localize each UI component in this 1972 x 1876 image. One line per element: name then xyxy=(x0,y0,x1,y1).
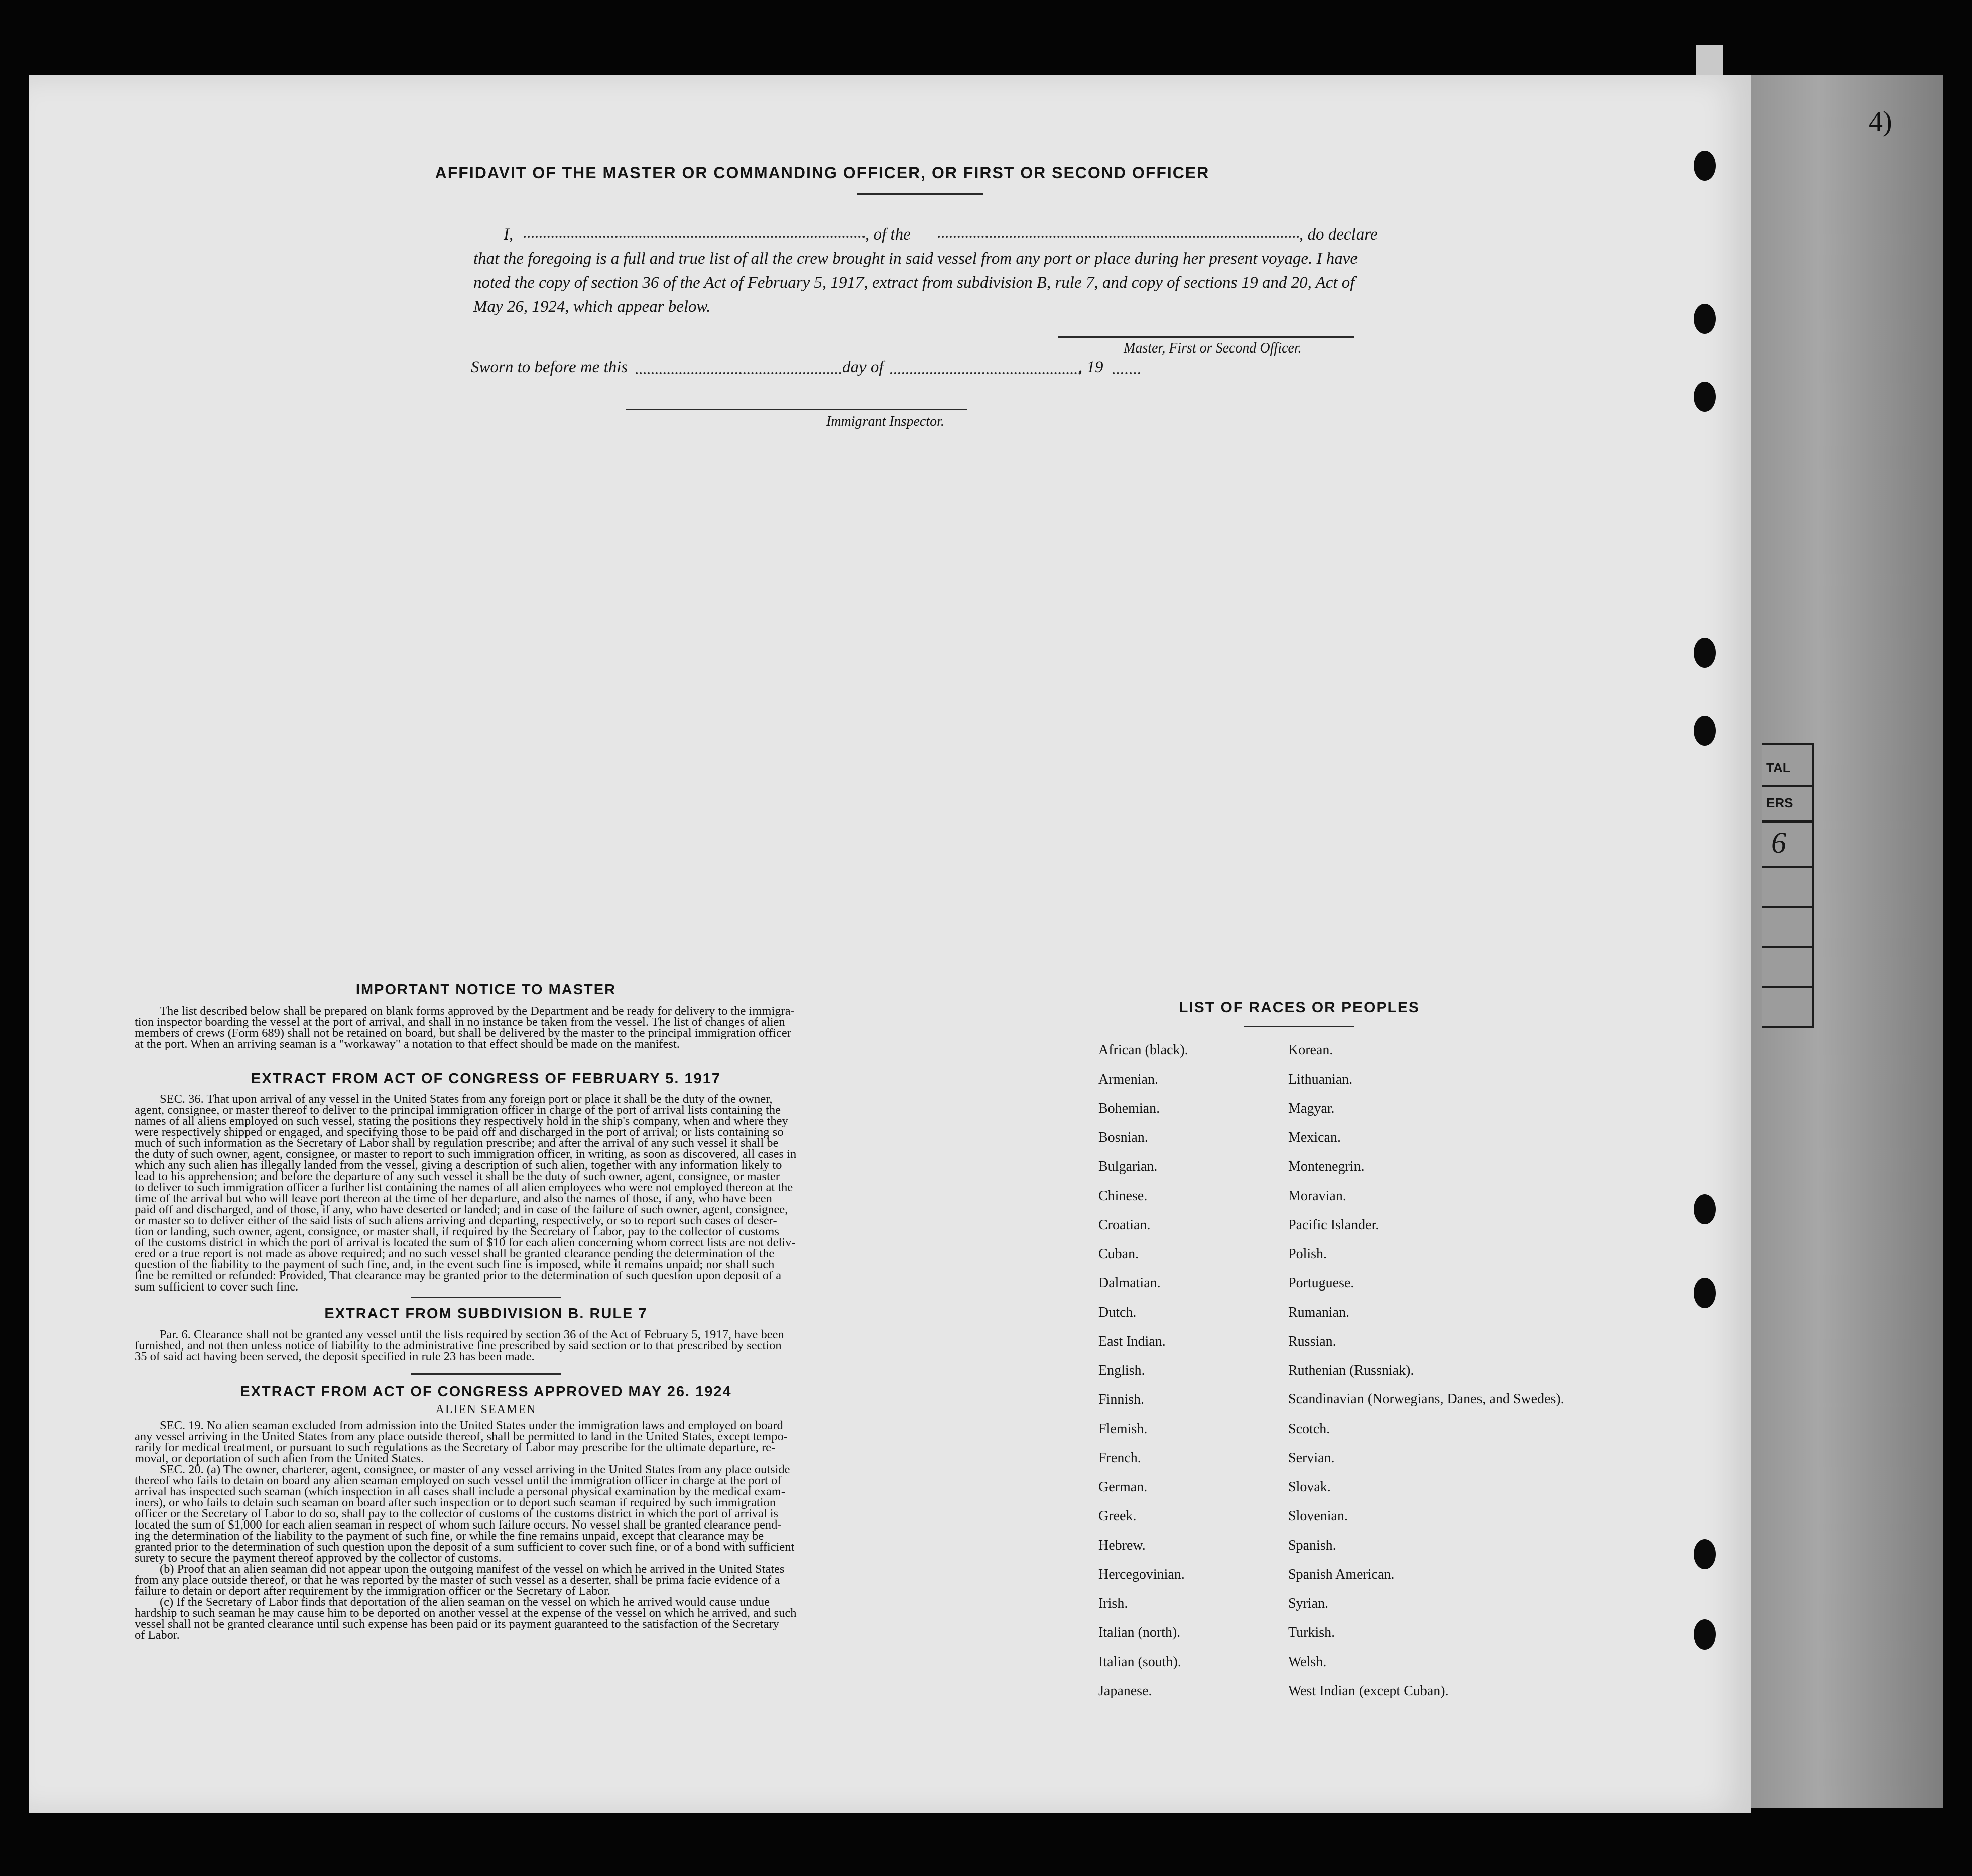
punch-hole xyxy=(1694,638,1716,668)
extract-1917-line: or master so to deliver either of the said lists of such aliens arriving and departing, respectively, or so to report such cases of deser- xyxy=(135,1214,777,1227)
extract-1917-line: fine be remitted or refunded: Provided, That clearance may be granted prior to the determination of such question upon deposit of a xyxy=(135,1269,782,1282)
extract-1924-line: vessel shall not be granted clearance until such expense has been paid or its payment guaranteed to the satisfaction of the Secretary xyxy=(135,1617,779,1631)
extract-1917-line: tion or landing, such owner, agent, consignee, or master shall, if required by the Secretary of Labor, pay to the collector of customs xyxy=(135,1225,779,1238)
vessel-line xyxy=(938,236,1299,238)
race-item: Pacific Islander. xyxy=(1288,1217,1379,1233)
subdivision-body xyxy=(135,1329,837,1362)
extract-1924-body xyxy=(135,1420,837,1641)
notice-line: at the port. When an arriving seaman is a "workaway" a notation to that effect should be made on the manifest. xyxy=(135,1037,680,1051)
extract-1917-line: much of such information as the Secretary of Labor shall by regulation prescribe; and after the arrival of any such vessel it shall be xyxy=(135,1136,779,1150)
race-item: Servian. xyxy=(1288,1450,1335,1466)
race-item: Bohemian. xyxy=(1098,1101,1160,1116)
races-title: LIST OF RACES OR PEOPLES xyxy=(1179,999,1420,1016)
extract-1917-title: EXTRACT FROM ACT OF CONGRESS OF FEBRUARY 5. 1917 xyxy=(251,1071,721,1087)
extract-1924-line: (b) Proof that an alien seaman did not appear upon the outgoing manifest of the vessel on which he arrived in the United States xyxy=(160,1562,785,1576)
race-item: Greek. xyxy=(1098,1508,1137,1524)
sworn-text: Sworn to before me this xyxy=(471,358,628,376)
race-item: Spanish American. xyxy=(1288,1567,1395,1582)
extract-1924-subtitle: ALIEN SEAMEN xyxy=(435,1403,537,1416)
extract-1917-line: SEC. 36. That upon arrival of any vessel in the United States from any foreign port or place it shall be the duty of the owner, xyxy=(160,1092,773,1106)
extract-1924-line: rarily for medical treatment, or pursuant to such regulations as the Secretary of Labor may prescribe for the ultimate departure, re- xyxy=(135,1441,776,1454)
race-item: Spanish. xyxy=(1288,1538,1336,1553)
title-rule xyxy=(857,193,983,195)
extract-1917-line: lead to his apprehension; and before the departure of any such vessel it shall be the duty of such owner, agent, consignee, or master xyxy=(135,1169,780,1183)
race-item: Irish. xyxy=(1098,1596,1128,1611)
notice-line: tion inspector boarding the vessel at the port of arrival, and shall in no instance be taken from the vessel. The list of changes of alien xyxy=(135,1015,785,1029)
extract-1924-title: EXTRACT FROM ACT OF CONGRESS APPROVED MAY 26. 1924 xyxy=(240,1384,732,1400)
extract-1917-line: to deliver to such immigration officer a further list containing the names of all alien employees who were not employed thereon at the xyxy=(135,1181,793,1194)
subdivision-line: furnished, and not then unless notice of liability to the administrative fine prescribed by said section or to that prescribed by section xyxy=(135,1339,782,1352)
punch-hole xyxy=(1694,151,1716,181)
extract-1917-line: sum sufficient to cover such fine. xyxy=(135,1280,299,1294)
race-item: Flemish. xyxy=(1098,1421,1148,1437)
extract-1917-line: the duty of such owner, agent, consignee, or master to report to such immigration officer, in writing, as soon as discovered, all cases in xyxy=(135,1147,797,1161)
race-item: Russian. xyxy=(1288,1334,1336,1349)
master-caption: Master, First or Second Officer. xyxy=(1124,340,1302,356)
race-item: Japanese. xyxy=(1098,1683,1152,1699)
inspector-caption: Immigrant Inspector. xyxy=(826,414,944,429)
extract-1924-line: arrival has inspected such seaman (which inspection in all cases shall include a personal physical examination by the medical exam- xyxy=(135,1485,786,1498)
punch-hole xyxy=(1694,382,1716,412)
race-item: Magyar. xyxy=(1288,1101,1335,1116)
extract-1924-line: failure to detain or deport after requirement by the immigration officer or the Secretary of Labor. xyxy=(135,1584,610,1598)
section-rule xyxy=(411,1297,561,1298)
race-item: Armenian. xyxy=(1098,1072,1158,1087)
name-line xyxy=(524,236,865,238)
race-item: Scandinavian (Norwegians, Danes, and Swedes). xyxy=(1288,1391,1564,1407)
sworn-day-of: day of xyxy=(842,358,884,376)
punch-hole xyxy=(1694,304,1716,334)
notice-line: The list described below shall be prepared on blank forms approved by the Department and be ready for delivery to the immigra- xyxy=(160,1004,795,1018)
corner-mark: 4) xyxy=(1869,106,1892,137)
race-item: Lithuanian. xyxy=(1288,1072,1353,1087)
extract-1917-line: names of all aliens employed on such vessel, stating the positions they respectively hold in the ship's company, when and where they xyxy=(135,1114,788,1128)
declare-line-3: noted the copy of section 36 of the Act of February 5, 1917, extract from subdivision B, rule 7, and copy of sections 19 and 20, Act of xyxy=(473,274,1355,292)
extract-1924-line: iners), or who fails to detain such seaman on board after such inspection or to deport such seaman if required by such immigration xyxy=(135,1496,776,1509)
race-item: French. xyxy=(1098,1450,1141,1466)
extract-1917-line: question of the liability to the payment of such fine, and, in the event such fine is imposed, while it remains unpaid; nor shall such xyxy=(135,1258,775,1271)
race-item: Portuguese. xyxy=(1288,1275,1354,1291)
extract-1924-line: any vessel arriving in the United States from any place outside thereof, shall be permitted to land in the United States, except tempo- xyxy=(135,1430,788,1443)
subdivision-line: Par. 6. Clearance shall not be granted any vessel until the lists required by section 36 of the Act of February 5, 1917, have been xyxy=(160,1328,784,1341)
document-page xyxy=(29,75,1751,1813)
extract-1924-line: surety to secure the payment thereof approved by the collector of customs. xyxy=(135,1551,502,1565)
extract-1924-line: (c) If the Secretary of Labor finds that deportation of the alien seaman on the vessel on which he arrived would cause undue xyxy=(160,1595,770,1609)
punch-hole xyxy=(1694,1539,1716,1569)
section-rule xyxy=(411,1373,561,1375)
race-item: Finnish. xyxy=(1098,1392,1145,1408)
race-item: African (black). xyxy=(1098,1042,1188,1058)
race-item: Chinese. xyxy=(1098,1188,1148,1204)
extract-1924-line: SEC. 19. No alien seaman excluded from admission into the United States under the immigration laws and employed on board xyxy=(160,1419,783,1432)
sworn-year: , 19 xyxy=(1078,358,1103,376)
race-item: German. xyxy=(1098,1479,1148,1495)
extract-1917-line: ered or a true report is not made as above required; and no such vessel shall be granted clearance pending the determination of the xyxy=(135,1247,775,1260)
race-item: Hercegovinian. xyxy=(1098,1567,1185,1582)
race-item: Ruthenian (Russniak). xyxy=(1288,1363,1414,1378)
master-signature-line xyxy=(1058,336,1354,338)
race-item: Slovak. xyxy=(1288,1479,1331,1495)
extract-1917-line: paid off and discharged, and of those, if any, who have deserted or landed; and in case of the failure of such owner, agent, consignee, xyxy=(135,1203,788,1216)
race-item: West Indian (except Cuban). xyxy=(1288,1683,1449,1699)
extract-1924-line: located the sum of $1,000 for each alien seaman in respect of whom such failure occurs. No vessel shall be granted clearance pend- xyxy=(135,1518,782,1532)
race-item: Syrian. xyxy=(1288,1596,1329,1611)
extract-1917-line: which any such alien has illegally landed from the vessel, giving a description of such alien, together with any information likely to xyxy=(135,1158,782,1172)
extract-1924-line: from any place outside thereof, or that he was reported by the master of such vessel as a deserter, shall be prima facie evidence of a xyxy=(135,1573,780,1587)
race-item: Polish. xyxy=(1288,1246,1327,1262)
extract-1924-line: granted prior to the determination of such question upon the deposit of a sum sufficient to cover such fine, or of a bond with sufficient xyxy=(135,1540,795,1554)
affidavit-title: AFFIDAVIT OF THE MASTER OR COMMANDING OFFICER, OR FIRST OR SECOND OFFICER xyxy=(435,164,1210,182)
back-number: 6 xyxy=(1771,826,1786,859)
race-item: Turkish. xyxy=(1288,1625,1335,1640)
race-item: Italian (north). xyxy=(1098,1625,1181,1640)
extract-1924-line: moval, or deportation of such alien from the United States. xyxy=(135,1452,424,1465)
declare-line-2: that the foregoing is a full and true list of all the crew brought in said vessel from any port or place during her present voyage. I have xyxy=(473,250,1358,268)
race-item: Bulgarian. xyxy=(1098,1159,1158,1175)
punch-hole xyxy=(1694,1194,1716,1224)
declare-do-declare: , do declare xyxy=(1299,225,1378,244)
race-item: Rumanian. xyxy=(1288,1305,1350,1320)
declare-line-4: May 26, 1924, which appear below. xyxy=(473,298,711,316)
extract-1924-line: hardship to such seaman he may cause him to be deported on another vessel at the expense of the vessel on which he arrived, and such xyxy=(135,1606,797,1620)
punch-hole xyxy=(1694,1278,1716,1308)
back-sheet-table xyxy=(1762,743,1814,1028)
declare-of-the: , of the xyxy=(865,225,911,244)
race-item: Welsh. xyxy=(1288,1654,1327,1670)
sworn-day-line xyxy=(636,372,841,374)
races-title-rule xyxy=(1244,1026,1354,1027)
punch-hole xyxy=(1694,1619,1716,1650)
declare-i: I, xyxy=(504,225,514,244)
race-item: Croatian. xyxy=(1098,1217,1151,1233)
sworn-year-line xyxy=(1113,372,1140,374)
race-item: East Indian. xyxy=(1098,1334,1166,1349)
extract-1924-line: officer or the Secretary of Labor to do so, shall pay to the collector of customs of the customs district in which the port of arrival is xyxy=(135,1507,779,1520)
extract-1917-line: time of the arrival but who will leave port thereon at the time of her departure, and also the names of those, if any, who have been xyxy=(135,1192,772,1205)
race-item: Dutch. xyxy=(1098,1305,1137,1320)
race-item: Moravian. xyxy=(1288,1188,1346,1204)
notice-title: IMPORTANT NOTICE TO MASTER xyxy=(355,982,617,998)
extract-1924-line: SEC. 20. (a) The owner, charterer, agent, consignee, or master of any vessel arriving in the United States from any place outside xyxy=(160,1463,790,1476)
race-item: Hebrew. xyxy=(1098,1538,1146,1553)
race-item: Dalmatian. xyxy=(1098,1275,1161,1291)
extract-1924-line: thereof who fails to detain on board any alien seaman employed on such vessel until the immigration officer in charge at the port of xyxy=(135,1474,782,1487)
notice-line: members of crews (Form 689) shall not be retained on board, but shall be delivered by the master to the principal immigration officer xyxy=(135,1026,791,1040)
inspector-signature-line xyxy=(626,409,967,410)
race-item: English. xyxy=(1098,1363,1145,1378)
extract-1924-line: of Labor. xyxy=(135,1628,180,1642)
subdivision-line: 35 of said act having been served, the deposit specified in rule 23 has been made. xyxy=(135,1350,535,1363)
extract-1917-line: were respectively shipped or engaged, and specifying those to be paid off and discharged in the port of arrival; or lists containing so xyxy=(135,1125,784,1139)
extract-1917-line: of the customs district in which the port of arrival is located the sum of $10 for each alien concerning whom correct lists are not deliv- xyxy=(135,1236,796,1249)
race-item: Bosnian. xyxy=(1098,1130,1148,1145)
races-left-column xyxy=(1098,1042,1309,1712)
race-item: Italian (south). xyxy=(1098,1654,1181,1670)
subdivision-title: EXTRACT FROM SUBDIVISION B. RULE 7 xyxy=(324,1306,648,1322)
races-right-column xyxy=(1288,1042,1569,1712)
race-item: Mexican. xyxy=(1288,1130,1341,1145)
back-label-1: TAL xyxy=(1766,760,1791,775)
race-item: Slovenian. xyxy=(1288,1508,1348,1524)
race-item: Scotch. xyxy=(1288,1421,1330,1437)
race-item: Korean. xyxy=(1288,1042,1333,1058)
sworn-month-line xyxy=(890,372,1081,374)
extract-1924-line: ing the determination of the liability to the payment of such fine, or while the fine remains unpaid, except that clearance may be xyxy=(135,1529,764,1543)
back-label-2: ERS xyxy=(1766,795,1793,810)
race-item: Cuban. xyxy=(1098,1246,1139,1262)
extract-1917-body xyxy=(135,1094,837,1293)
punch-hole xyxy=(1694,716,1716,746)
race-item: Montenegrin. xyxy=(1288,1159,1365,1175)
extract-1917-line: agent, consignee, or master thereof to deliver to the principal immigration officer in charge of the port of arrival lists containing the xyxy=(135,1103,781,1117)
notice-body xyxy=(135,1006,837,1050)
